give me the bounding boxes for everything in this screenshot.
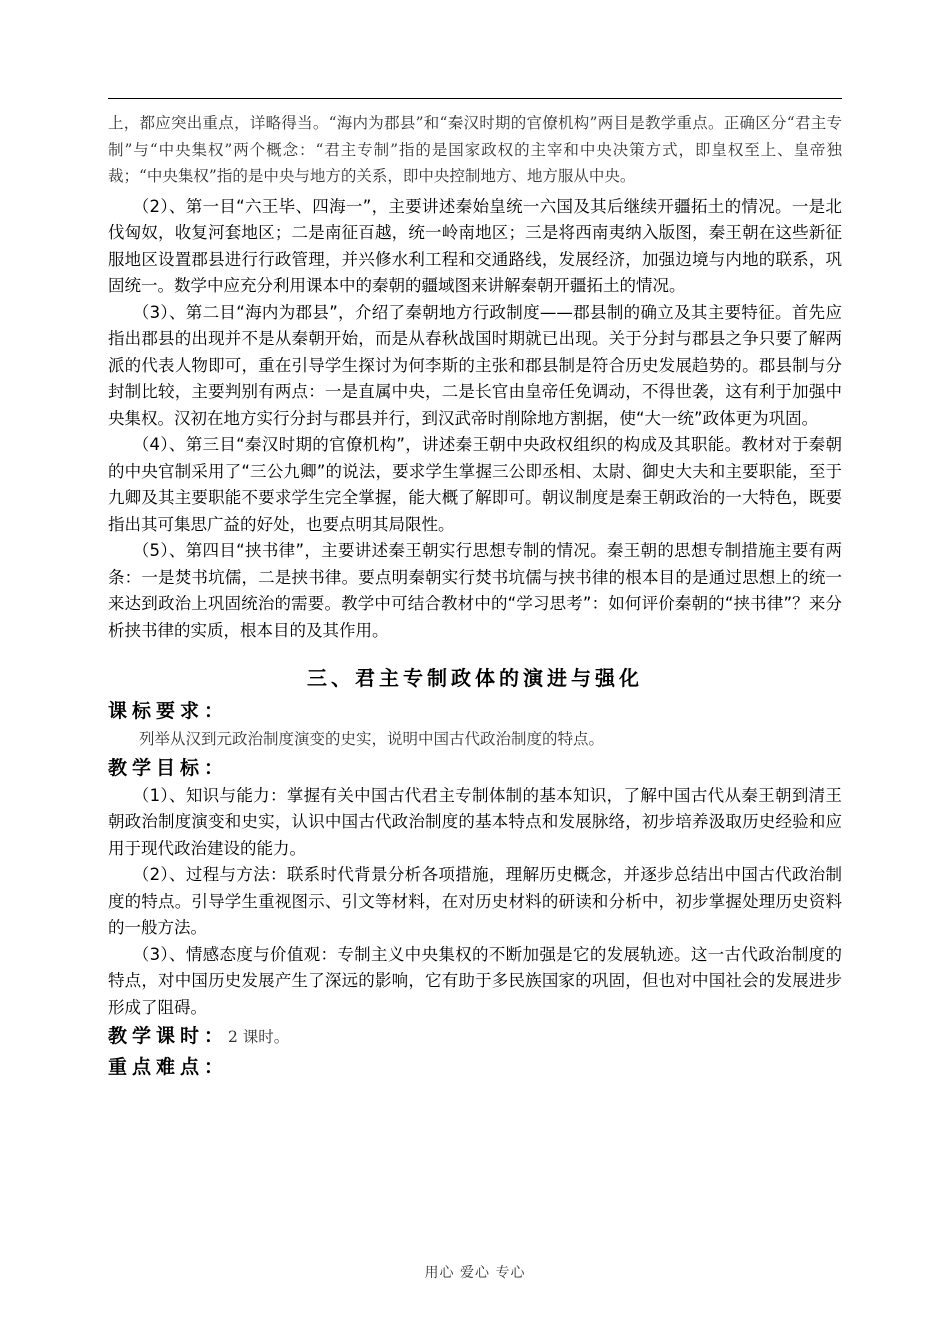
header-rule bbox=[108, 98, 842, 99]
goal-knowledge: （1）、知识与能力：掌握有关中国古代君主专制体制的基本知识，了解中国古代从秦王朝到清王朝政治制度演变和史实，认识中国古代政治制度的基本特点和发展脉络，初步培养汲取历史经验和应用于现代政治建设的能力。 bbox=[108, 785, 842, 858]
focus-heading: 重点难点： bbox=[108, 1056, 229, 1078]
standard-heading: 课标要求： bbox=[108, 700, 229, 722]
intro-paragraph: 上，都应突出重点，详略得当。“海内为郡县”和“秦汉时期的官僚机构”两目是教学重点。正确区分“君主专制”与“中央集权”两个概念：“君主专制”指的是国家政权的主宰和中央决策方式，即皇权至上、皇帝独裁；“中央集权”指的是中央与地方的关系，即中央控制地方、地方服从中央。 bbox=[108, 114, 842, 185]
paragraph-item-2: （2）、第一目“六王毕、四海一”，主要讲述秦始皇统一六国及其后继续开疆拓土的情况。一是北伐匈奴，收复河套地区；二是南征百越，统一岭南地区；三是将西南夷纳入版图，秦王朝在这些新征服地区设置郡县进行行政管理，并兴修水利工程和交通路线，发展经济，加强边境与内地的联系，巩固统一。数学中应充分利用课本中的秦朝的疆域图来讲解秦朝开疆拓土的情况。 bbox=[108, 196, 842, 295]
section-title: 三、君主专制政体的演进与强化 bbox=[307, 666, 643, 690]
document-body bbox=[108, 110, 842, 1082]
page-footer: 用心 爱心 专心 bbox=[424, 1265, 526, 1281]
hours-value: 2 课时。 bbox=[228, 1028, 290, 1046]
goal-process: （2）、过程与方法：联系时代背景分析各项措施，理解历史概念，并逐步总结出中国古代政治制度的特点。引导学生重视图示、引文等材料，在对历史材料的研读和分析中，初步掌握处理历史资料的一般方法。 bbox=[108, 865, 842, 937]
paragraph-item-3: （3）、第二目“海内为郡县”，介绍了秦朝地方行政制度——郡县制的确立及其主要特征。首先应指出郡县的出现并不是从秦朝开始，而是从春秋战国时期就已出现。关于分封与郡县之争只要了解两派的代表人物即可，重在引导学生探讨为何李斯的主张和郡县制是符合历史发展趋势的。郡县制与分封制比较，主要判别有两点：一是直属中央，二是长官由皇帝任免调动，不得世袭，这有利于加强中央集权。汉初在地方实行分封与郡县并行，到汉武帝时削除地方割据，使“大一统”政体更为巩固。 bbox=[108, 302, 842, 428]
hours-heading: 教学课时： bbox=[108, 1025, 229, 1047]
paragraph-item-5: （5）、第四目“挟书律”，主要讲述秦王朝实行思想专制的情况。秦王朝的思想专制措施主要有两条：一是焚书坑儒，二是挟书律。要点明秦朝实行焚书坑儒与挟书律的根本目的是通过思想上的统一来达到政治上巩固统治的需要。教学中可结合教材中的“学习思考”：如何评价秦朝的“挟书律”？来分析挟书律的实质，根本目的及其作用。 bbox=[108, 541, 842, 640]
goals-heading: 教学目标： bbox=[108, 756, 229, 779]
goal-values: （3）、情感态度与价值观：专制主义中央集权的不断加强是它的发展轨迹。这一古代政治制度的特点，对中国历史发展产生了深远的影响，它有助于多民族国家的巩固，但也对中国社会的发展进步形成了阻碍。 bbox=[108, 944, 842, 1017]
paragraph-item-4: （4）、第三目“秦汉时期的官僚机构”，讲述秦王朝中央政权组织的构成及其职能。教材对于秦朝的中央官制采用了“三公九卿”的说法，要求学生掌握三公即丞相、太尉、御史大夫和主要职能，至于九卿及其主要职能不要求学生完全掌握，能大概了解即可。朝议制度是秦王朝政治的一大特色，既要指出其可集思广益的好处，也要点明其局限性。 bbox=[108, 435, 842, 534]
hours-line bbox=[108, 1021, 842, 1052]
standard-text: 列举从汉到元政治制度演变的史实，说明中国古代政治制度的特点。 bbox=[139, 730, 605, 748]
